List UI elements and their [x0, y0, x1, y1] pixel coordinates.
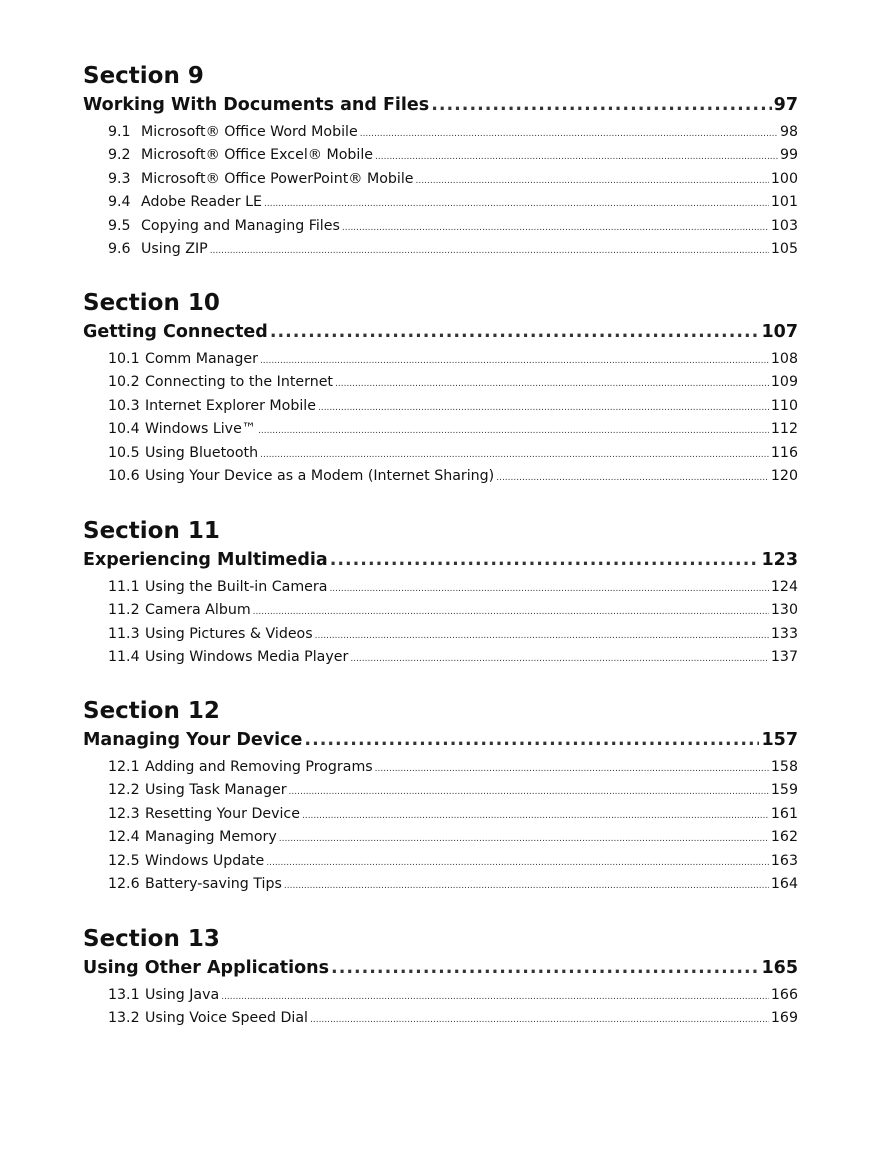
toc-section [83, 289, 798, 488]
entry-title: Adding and Removing Programs [145, 759, 373, 775]
entry-title: Adobe Reader LE [141, 194, 262, 211]
dot-leader [496, 467, 769, 490]
entry-title: Using the Built-in Camera [145, 579, 328, 595]
dot-leader [253, 601, 769, 624]
entry-number: 10.5 [108, 444, 140, 461]
dot-leader [279, 828, 769, 851]
entry-list [108, 756, 798, 896]
entry-title: Copying and Managing Files [141, 217, 340, 234]
toc-entry[interactable] [108, 826, 798, 849]
entry-title: Resetting Your Device [145, 805, 300, 822]
toc-section [83, 925, 798, 1031]
entry-list [108, 348, 798, 488]
toc-section [83, 62, 798, 261]
entry-number: 11.2 [108, 602, 140, 619]
entry-number: 10.2 [108, 374, 140, 391]
entry-title: Microsoft® Office Excel® Mobile [141, 147, 374, 164]
entry-title: Using Windows Media Player [145, 649, 349, 666]
entry-title: Comm Manager [145, 351, 258, 367]
dot-leader [342, 217, 769, 240]
dot-leader [330, 547, 760, 573]
entry-page-number: 166 [770, 987, 798, 1003]
entry-page-number: 109 [770, 374, 798, 391]
toc-entry[interactable] [108, 599, 798, 622]
entry-number: 10.3 [108, 397, 140, 414]
toc-entry[interactable] [108, 418, 798, 441]
dot-leader [260, 444, 769, 467]
dot-leader [360, 123, 778, 146]
dot-leader [270, 319, 760, 345]
dot-leader [350, 648, 769, 671]
chapter-title: Managing Your Device [83, 730, 303, 750]
entry-number: 12.5 [108, 852, 140, 869]
dot-leader [289, 781, 769, 804]
section-title: Section 13 [83, 926, 220, 952]
entry-page-number: 162 [770, 829, 798, 846]
toc-entry[interactable] [108, 646, 798, 669]
entry-page-number: 163 [770, 852, 798, 869]
dot-leader [329, 578, 768, 601]
section-title: Section 12 [83, 698, 220, 724]
toc-section [83, 697, 798, 896]
entry-page-number: 108 [770, 351, 798, 367]
chapter-title: Getting Connected [83, 322, 268, 342]
toc-entry[interactable] [108, 191, 798, 214]
entry-page-number: 137 [770, 649, 798, 666]
chapter-link[interactable] [83, 547, 798, 573]
dot-leader [304, 727, 759, 753]
entry-number: 10.6 [108, 467, 140, 484]
dot-leader [315, 625, 769, 648]
entry-page-number: 105 [770, 240, 798, 257]
chapter-link[interactable] [83, 727, 798, 753]
dot-leader [416, 170, 769, 193]
chapter-link[interactable] [83, 319, 798, 345]
dot-leader [302, 805, 769, 828]
chapter-title: Experiencing Multimedia [83, 550, 328, 570]
section-title: Section 9 [83, 63, 204, 89]
toc-entry[interactable] [108, 779, 798, 802]
entry-number: 11.1 [108, 579, 140, 595]
dot-leader [264, 193, 769, 216]
dot-leader [331, 955, 759, 981]
entry-title: Managing Memory [145, 829, 277, 846]
entry-number: 12.2 [108, 782, 140, 799]
entry-title: Using Bluetooth [145, 444, 259, 461]
entry-title: Using Pictures & Videos [145, 625, 313, 642]
chapter-page-number: 165 [761, 958, 798, 978]
entry-title: Internet Explorer Mobile [145, 397, 316, 414]
entry-page-number: 169 [770, 1010, 798, 1027]
section-title: Section 11 [83, 518, 220, 544]
entry-title: Camera Album [145, 602, 251, 619]
dot-leader [210, 240, 769, 263]
entry-number: 11.3 [108, 625, 140, 642]
entry-number: 12.6 [108, 875, 140, 892]
entry-page-number: 101 [770, 194, 798, 211]
dot-leader [284, 875, 769, 898]
entry-page-number: 133 [770, 625, 798, 642]
toc-entry[interactable] [108, 371, 798, 394]
toc-entry[interactable] [108, 873, 798, 896]
toc-section [83, 517, 798, 670]
toc-entry[interactable] [108, 215, 798, 238]
toc-entry[interactable] [108, 984, 798, 1007]
toc-entry[interactable] [108, 442, 798, 465]
entry-title: Microsoft® Office Word Mobile [141, 124, 358, 140]
chapter-page-number: 107 [761, 322, 798, 342]
toc-entry[interactable] [108, 576, 798, 599]
toc-entry[interactable] [108, 756, 798, 779]
entry-page-number: 159 [770, 782, 798, 799]
toc-entry[interactable] [108, 238, 798, 261]
toc-entry[interactable] [108, 850, 798, 873]
chapter-page-number: 97 [773, 95, 798, 115]
chapter-page-number: 123 [761, 550, 798, 570]
dot-leader [310, 1009, 769, 1032]
toc-entry[interactable] [108, 348, 798, 371]
dot-leader [318, 397, 769, 420]
entry-number: 9.1 [108, 124, 131, 140]
entry-number: 13.2 [108, 1010, 140, 1027]
entry-title: Using Task Manager [145, 782, 287, 799]
dot-leader [258, 420, 769, 443]
entry-number: 9.3 [108, 170, 131, 187]
entry-page-number: 100 [770, 170, 798, 187]
dot-leader [266, 852, 769, 875]
entry-number: 9.4 [108, 194, 131, 211]
entry-page-number: 124 [770, 579, 798, 595]
entry-page-number: 164 [770, 875, 798, 892]
section-title: Section 10 [83, 290, 220, 316]
dot-leader [260, 350, 769, 373]
toc-entry[interactable] [108, 1007, 798, 1030]
entry-list [108, 984, 798, 1031]
entry-title: Using Java [145, 987, 220, 1003]
toc-entry[interactable] [108, 803, 798, 826]
toc-entry[interactable] [108, 623, 798, 646]
toc-entry[interactable] [108, 168, 798, 191]
entry-page-number: 161 [770, 805, 798, 822]
entry-page-number: 110 [770, 397, 798, 414]
dot-leader [375, 758, 769, 781]
entry-page-number: 112 [770, 421, 798, 438]
chapter-page-number: 157 [761, 730, 798, 750]
entry-title: Using Your Device as a Modem (Internet Sharing) [145, 467, 495, 484]
entry-title: Windows Live™ [145, 421, 256, 438]
entry-number: 9.2 [108, 147, 131, 164]
entry-page-number: 99 [779, 147, 798, 164]
entry-title: Using ZIP [141, 240, 208, 257]
entry-page-number: 130 [770, 602, 798, 619]
toc-entry[interactable] [108, 144, 798, 167]
entry-title: Battery-saving Tips [145, 875, 282, 892]
entry-number: 12.4 [108, 829, 140, 846]
chapter-title: Working With Documents and Files [83, 95, 430, 115]
entry-title: Microsoft® Office PowerPoint® Mobile [141, 170, 414, 187]
entry-number: 9.6 [108, 240, 131, 257]
entry-list [108, 121, 798, 261]
dot-leader [431, 92, 771, 118]
toc-entry[interactable] [108, 395, 798, 418]
dot-leader [221, 986, 769, 1009]
entry-number: 10.1 [108, 351, 140, 367]
entry-title: Connecting to the Internet [145, 374, 333, 391]
toc-entry[interactable] [108, 465, 798, 488]
chapter-link[interactable] [83, 955, 798, 981]
entry-number: 9.5 [108, 217, 131, 234]
chapter-title: Using Other Applications [83, 958, 330, 978]
entry-page-number: 116 [770, 444, 798, 461]
entry-title: Using Voice Speed Dial [145, 1010, 308, 1027]
entry-page-number: 120 [770, 467, 798, 484]
entry-list [108, 576, 798, 670]
entry-number: 11.4 [108, 649, 140, 666]
entry-page-number: 158 [770, 759, 798, 775]
chapter-link[interactable] [83, 92, 798, 118]
toc-entry[interactable] [108, 121, 798, 144]
entry-number: 10.4 [108, 421, 140, 438]
entry-title: Windows Update [145, 852, 265, 869]
entry-number: 12.3 [108, 805, 140, 822]
dot-leader [335, 373, 769, 396]
entry-number: 13.1 [108, 987, 140, 1003]
entry-page-number: 103 [770, 217, 798, 234]
entry-page-number: 98 [779, 124, 798, 140]
entry-number: 12.1 [108, 759, 140, 775]
dot-leader [375, 146, 778, 169]
